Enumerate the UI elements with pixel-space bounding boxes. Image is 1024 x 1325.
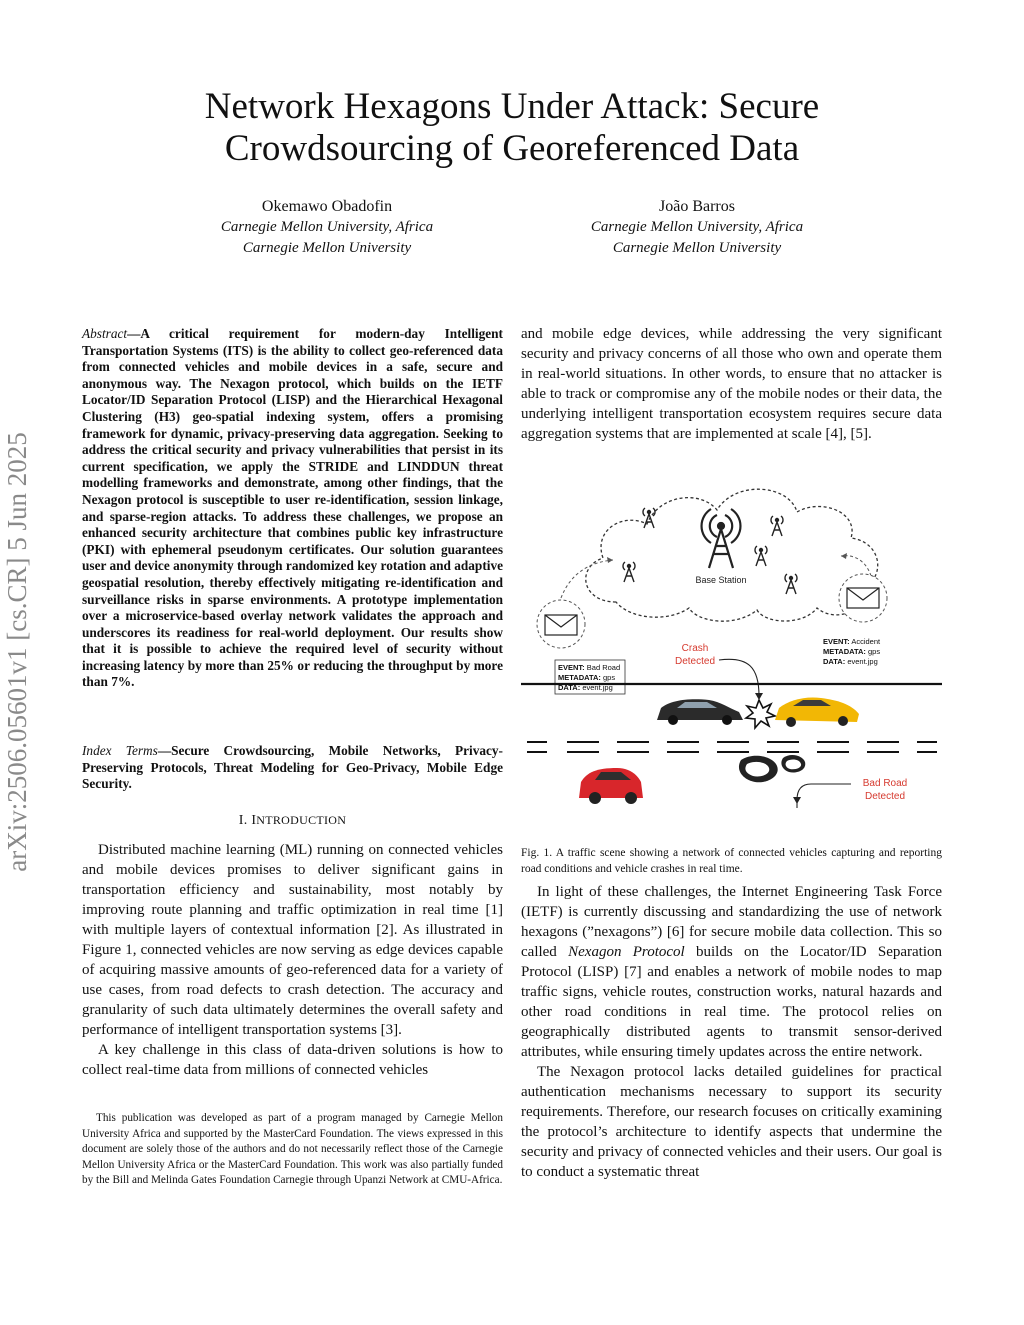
introduction-body — [82, 840, 503, 1080]
section-heading — [82, 813, 503, 829]
paragraph: In light of these challenges, the Internet Engineering Task Force (IETF) is currently discussing and standardizing the use of network hexagons (”nexagons”) [6] for secure mobile data collection. This so called Nexagon Protocol builds on the Locator/ID Separation Protocol (LISP) [7] and enables a network of mobile nodes to map traffic signs, vehicle routes, construction works, natural hazards and other road conditions in real time. The protocol relies on geographically distributed agents to transmit sensor-derived attributes, while ensuring timely updates across the entire network. — [521, 884, 942, 1060]
figure-1 — [521, 472, 942, 824]
abstract-text: —A critical requirement for modern-day Intelligent Transportation Systems (ITS) is the ability to collect geo-referenced data from connected vehicles and mobile devices in a safe, secure and anonymous way. The Nexagon protocol, which builds on the IETF Locator/ID Separation Protocol (LISP) and the Hierarchical Hexagonal Clustering (H3) geo-spatial indexing system, offers a promising framework for dynamic, privacy-preserving data aggregation. Seeking to address the critical security and privacy vulnerabilities that persist in its current specification, we apply the STRIDE and LINDDUN threat modelling frameworks and demonstrate, among other findings, that the Nexagon protocol is susceptible to user re-identification, session linkage, and sparse-region attacks. To address these challenges, we propose an enhanced security architecture that combines public key infrastructure (PKI) with ephemeral pseudonym certificates. Our solution guarantees user and device anonymity through randomized key rotation and adaptive geospatial resolution, thereby effectively mitigating re-identification and surveillance risks in sparse environments. A prototype implementation over a microservice-based overlay network validates the approach and underscores its readiness for real-world deployment. Our results show that it is possible to achieve the required level of security without increasing latency by more than 25% or reducing the throughput by more than 7%. — [82, 326, 503, 690]
crash-detected-label: Detected — [674, 656, 716, 667]
event-value: Bad Road — [586, 663, 621, 672]
base-station-label: Base Station — [695, 575, 747, 585]
index-terms — [82, 743, 503, 793]
traffic-scene-diagram — [521, 472, 942, 824]
author-name: Okemawo Obadofin — [261, 198, 393, 215]
yellow-sports-car-icon — [775, 697, 859, 727]
event-metadata-box-left — [555, 660, 625, 694]
pothole-icon — [739, 755, 805, 782]
bad-road-arrow — [797, 784, 851, 808]
crash-arrow — [719, 659, 759, 696]
data-key: DATA: — [558, 683, 581, 692]
metadata-value: gps — [868, 647, 881, 656]
nexagon-protocol-term: Nexagon Protocol — [568, 944, 685, 960]
metadata-key: METADATA: — [558, 673, 601, 682]
message-envelope-icon — [839, 574, 887, 622]
event-metadata-box-right — [823, 637, 881, 666]
data-value: event.jpg — [847, 657, 878, 666]
paragraph: The Nexagon protocol lacks detailed guidelines for practical authentication mechanisms necessary to support its security requirements. Therefore, our research focuses on critically examining the protocol’s architecture to identify aspects that undermine the security and privacy of connected vehicles and their users. Our goal is to conduct a systematic threat — [521, 1064, 942, 1180]
metadata-value: gps — [603, 673, 616, 682]
bad-road-detected-label: Detected — [864, 791, 906, 802]
author-affiliation: Carnegie Mellon University — [612, 240, 782, 256]
data-key: DATA: — [823, 657, 846, 666]
event-key: EVENT: — [558, 663, 585, 672]
svg-text:DATA: event.jpg — [823, 657, 878, 666]
bad-road-detected-label: Bad Road — [862, 778, 908, 789]
event-key: EVENT: — [823, 637, 850, 646]
author-block-1 — [162, 196, 492, 259]
dark-sedan-icon — [657, 699, 743, 725]
lane-markings — [527, 742, 937, 752]
right-column-top — [521, 324, 942, 444]
paragraph: and mobile edge devices, while addressing the very significant security and privacy concerns of all those who own and operate them in real-world situations. In other words, to ensure that no attacker is able to track or compromise any of the mobile nodes or their data, the underlying intelligent transportation ecosystem requires secure data aggregation systems that are implemented at scale [4], [5]. — [521, 326, 942, 442]
author-affiliation: Carnegie Mellon University, Africa — [590, 219, 804, 235]
paragraph: Distributed machine learning (ML) running on connected vehicles and mobile devices promises to deliver significant gains in transportation efficiency and sustainability, most notably by improving route planning and traffic optimization in real time [1] with multiple layers of contextual information [2]. As illustrated in Figure 1, connected vehicles are now serving as edge devices capable of acquiring massive amounts of geo-referenced data for a variety of use cases, from road defects to crash detection. The accuracy and granularity of such data ultimately determines the overall safety and performance of intelligent transportation systems [3]. — [82, 842, 503, 1038]
author-name: João Barros — [659, 198, 735, 215]
svg-text:EVENT: Bad Road — [558, 663, 620, 672]
right-column-body — [521, 882, 942, 1182]
footnote — [82, 1111, 503, 1189]
event-value: Accident — [851, 637, 881, 646]
svg-text:METADATA: gps — [558, 673, 615, 682]
section-number: I. — [238, 813, 248, 828]
arxiv-identifier: arXiv:2506.05601v1 [cs.CR] 5 Jun 2025 — [2, 432, 32, 872]
paragraph: A key challenge in this class of data-driven solutions is how to collect real-time data from millions of connected vehicles — [82, 1042, 503, 1078]
crash-burst-icon — [746, 700, 775, 728]
data-value: event.jpg — [582, 683, 613, 692]
message-envelope-icon — [537, 600, 585, 648]
red-hatchback-icon — [579, 768, 643, 804]
author-affiliation: Carnegie Mellon University — [242, 240, 412, 256]
abstract-label: Abstract — [82, 326, 128, 341]
author-block-2 — [532, 196, 862, 259]
abstract — [82, 326, 503, 691]
author-affiliation: Carnegie Mellon University, Africa — [220, 219, 434, 235]
figure-caption: Fig. 1. A traffic scene showing a network of connected vehicles capturing and reporting road conditions and vehicle crashes in real time. — [521, 847, 942, 875]
index-terms-label: Index Terms — [82, 743, 158, 758]
section-title-initial: I — [251, 813, 257, 828]
index-terms-text: —Secure Crowdsourcing, Mobile Networks, Privacy-Preserving Protocols, Threat Modeling for Geo-Privacy, Mobile Edge Security. — [82, 743, 503, 792]
paper-title: Network Hexagons Under Attack: Secure Crowdsourcing of Georeferenced Data — [204, 86, 820, 169]
svg-text:EVENT: Accident — [823, 637, 881, 646]
svg-text:METADATA: gps — [823, 647, 880, 656]
section-title-rest: NTRODUCTION — [256, 813, 347, 827]
crash-detected-label: Crash — [681, 643, 709, 654]
footnote-text: This publication was developed as part of a program managed by Carnegie Mellon University Africa and supported by the MasterCard Foundation. The views expressed in this document are solely those of the authors and do not necessarily reflect those of the Carnegie Mellon University Africa or the MasterCard Foundation. This work was also partially funded by the Bill and Melinda Gates Foundation Carnegie through Upanzi Network at CMU-Africa. — [82, 1112, 503, 1186]
metadata-key: METADATA: — [823, 647, 866, 656]
